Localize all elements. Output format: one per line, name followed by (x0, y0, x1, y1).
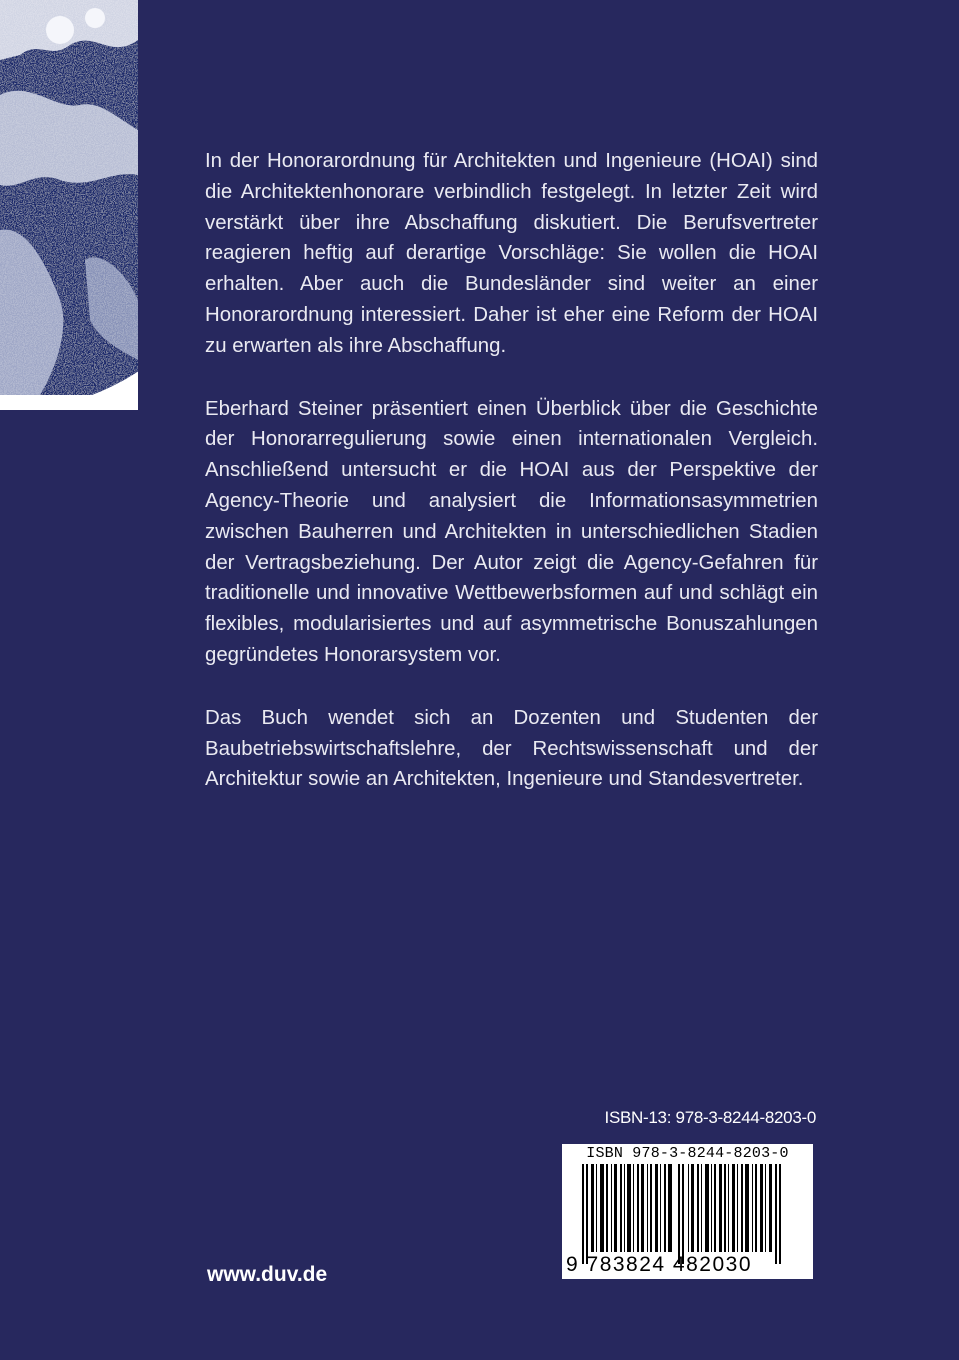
barcode-digits: 9 783824 482030 (566, 1253, 752, 1276)
paragraph-3: Das Buch wendet sich an Dozenten und Studenten der Baubetriebswirtschaftslehre, der Rechtswissenschaft und der Architektur sowie an Architekten, Ingenieure und Standesvertreter. (205, 706, 818, 791)
barcode (562, 1144, 813, 1279)
isbn-label: ISBN-13: 978-3-8244-8203-0 (604, 1108, 816, 1127)
paragraph-2: Eberhard Steiner präsentiert einen Überblick über die Geschichte der Honorarregulierung sowie einen internationalen Vergleich. Anschließend untersucht er die HOAI aus der Perspektive der Agency-Theorie und analysiert die Informationsasymmetrien zwischen Bauherren und Architekten in unterschiedlichen Stadien der Vertragsbeziehung. Der Autor zeigt die Agency-Gefahren für traditionelle und innovative Wettbewerbsformen auf und schlägt ein flexibles, modularisiertes und auf asymmetrische Bonuszahlungen gegründetes Honorarsystem vor. (205, 397, 818, 666)
paragraph-1: In der Honorarordnung für Architekten und Ingenieure (HOAI) sind die Architektenhonorare verbindlich festgelegt. In letzter Zeit wird verstärkt über ihre Abschaffung diskutiert. Die Berufsvertreter reagieren heftig auf derartige Vorschläge: Sie wollen die HOAI erhalten. Aber auch die Bundesländer sind weiter an einer Honorarordnung interessiert. Daher ist eher eine Reform der HOAI zu erwarten als ihre Abschaffung. (205, 150, 818, 357)
barcode-isbn-text: ISBN 978-3-8244-8203-0 (586, 1145, 789, 1162)
blurb-text (205, 146, 818, 827)
barcode-bars (568, 1164, 808, 1264)
publisher-website: www.duv.de (207, 1263, 328, 1286)
globe-image (0, 0, 138, 410)
